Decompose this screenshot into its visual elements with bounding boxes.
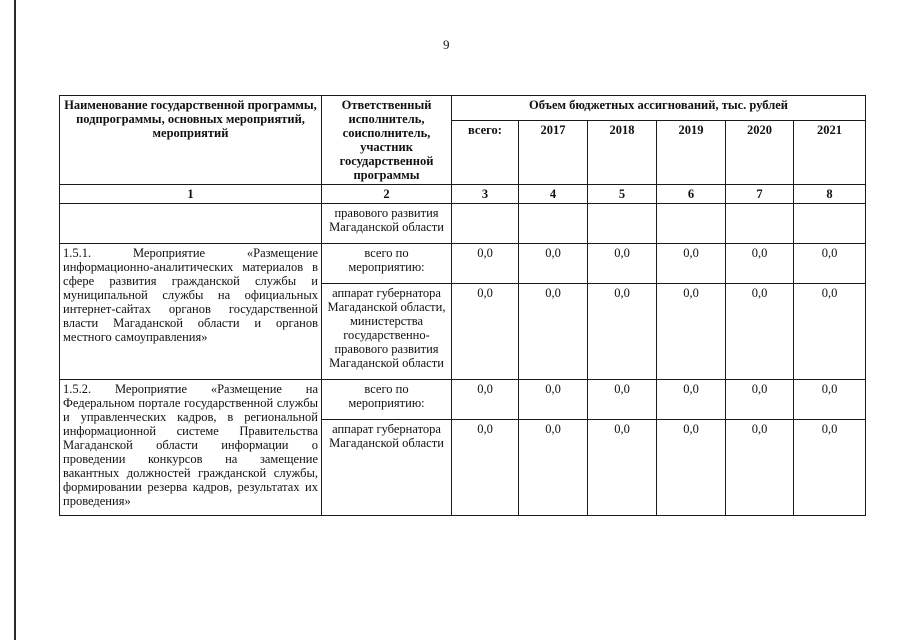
header-year: 2017: [519, 121, 588, 185]
value-cell: 0,0: [519, 380, 588, 420]
value-cell: 0,0: [726, 380, 794, 420]
header-year: 2020: [726, 121, 794, 185]
value-cell: 0,0: [657, 244, 726, 284]
executor-cell: всего по мероприятию:: [322, 244, 452, 284]
value-cell: 0,0: [726, 284, 794, 380]
column-number: 5: [588, 185, 657, 204]
column-number: 3: [452, 185, 519, 204]
empty-cell: [657, 204, 726, 244]
header-year: 2018: [588, 121, 657, 185]
value-cell: 0,0: [657, 420, 726, 516]
value-cell: 0,0: [588, 244, 657, 284]
column-number: 1: [60, 185, 322, 204]
header-total: всего:: [452, 121, 519, 185]
value-cell: 0,0: [794, 420, 866, 516]
column-number-row: [60, 185, 866, 204]
column-number: 4: [519, 185, 588, 204]
value-cell: 0,0: [452, 284, 519, 380]
value-cell: 0,0: [588, 420, 657, 516]
value-cell: 0,0: [588, 284, 657, 380]
value-cell: 0,0: [452, 380, 519, 420]
measure-total-row: [60, 244, 866, 284]
header-volume-col: Объем бюджетных ассигнований, тыс. рублей: [452, 96, 866, 121]
value-cell: 0,0: [657, 284, 726, 380]
column-number: 2: [322, 185, 452, 204]
value-cell: 0,0: [726, 420, 794, 516]
scan-margin-line: [14, 0, 16, 640]
measure-description: 1.5.1. Мероприятие «Размещение информационно-аналитических материалов в сфере развития гражданской службы и муниципальной службы на официальных интернет-сайтах органов государственной власти Магаданской области и органов местного самоуправления»: [60, 244, 322, 380]
executor-cell: аппарат губернатора Магаданской области, министерства государственно-правового развития Магаданской области: [322, 284, 452, 380]
value-cell: 0,0: [588, 380, 657, 420]
value-cell: 0,0: [519, 420, 588, 516]
header-year: 2019: [657, 121, 726, 185]
header-row-top: [60, 96, 866, 121]
column-number: 7: [726, 185, 794, 204]
empty-cell: [60, 204, 322, 244]
empty-cell: [452, 204, 519, 244]
value-cell: 0,0: [794, 244, 866, 284]
value-cell: 0,0: [794, 380, 866, 420]
value-cell: 0,0: [794, 284, 866, 380]
value-cell: 0,0: [519, 284, 588, 380]
executor-cell: правового развития Магаданской области: [322, 204, 452, 244]
empty-cell: [519, 204, 588, 244]
header-executor-col: Ответственный исполнитель, соисполнитель, участник государственной программы: [322, 96, 452, 185]
measure-description: 1.5.2. Мероприятие «Размещение на Федеральном портале государственной службы и управленческих кадров, в региональной информационной системе Правительства Магаданской области информации о проведении конкурсов на замещение вакантных должностей гражданской службы, формировании резерва кадров, результатах их проведения»: [60, 380, 322, 516]
header-year: 2021: [794, 121, 866, 185]
column-number: 8: [794, 185, 866, 204]
header-name-col: Наименование государственной программы, подпрограммы, основных мероприятий, мероприятий: [60, 96, 322, 185]
executor-cell: всего по мероприятию:: [322, 380, 452, 420]
value-cell: 0,0: [452, 244, 519, 284]
empty-cell: [726, 204, 794, 244]
value-cell: 0,0: [657, 380, 726, 420]
empty-cell: [588, 204, 657, 244]
measure-total-row: [60, 380, 866, 420]
page-number: 9: [443, 37, 450, 52]
executor-cell: аппарат губернатора Магаданской области: [322, 420, 452, 516]
column-number: 6: [657, 185, 726, 204]
value-cell: 0,0: [519, 244, 588, 284]
empty-cell: [794, 204, 866, 244]
value-cell: 0,0: [726, 244, 794, 284]
budget-table: [59, 95, 866, 516]
continuation-row: [60, 204, 866, 244]
value-cell: 0,0: [452, 420, 519, 516]
